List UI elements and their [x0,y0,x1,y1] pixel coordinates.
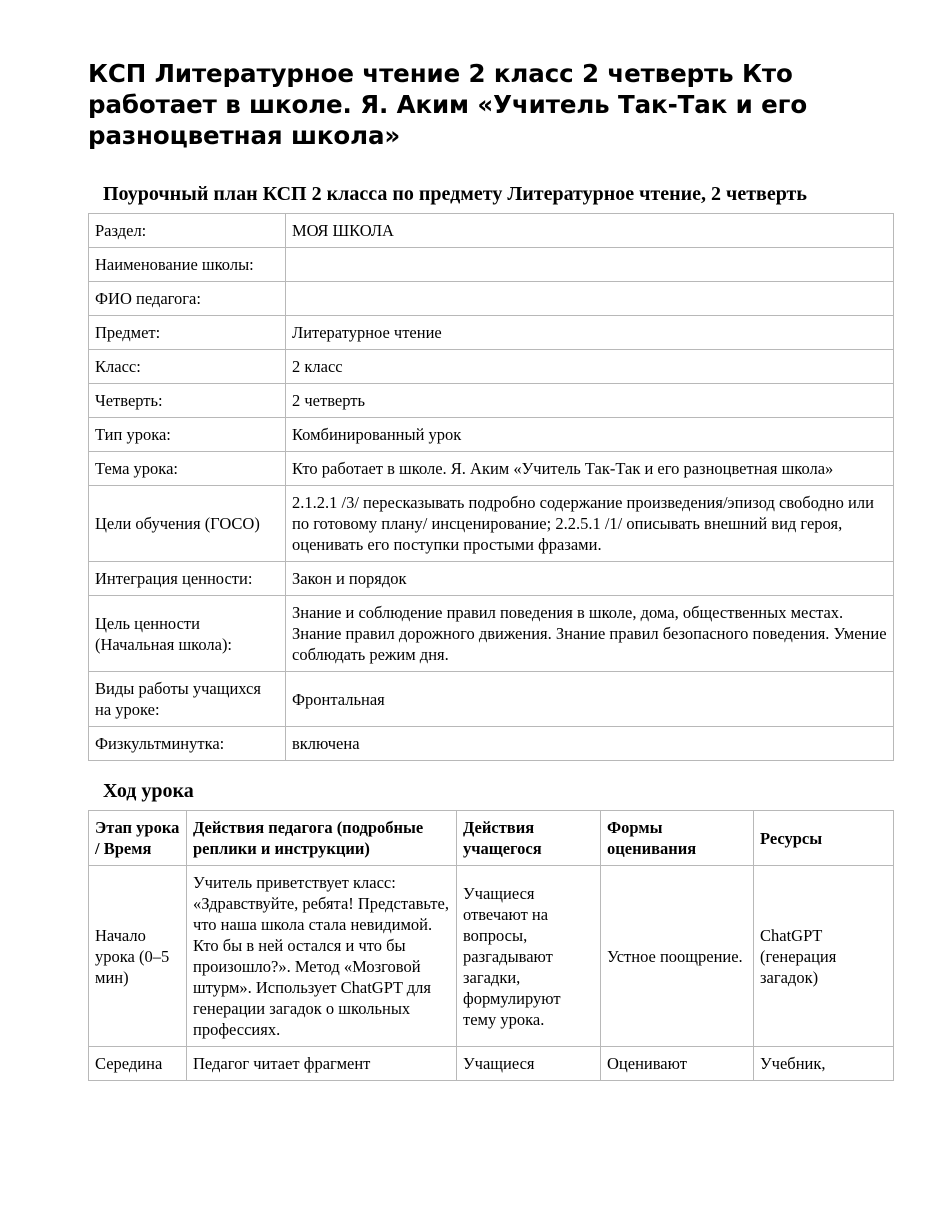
lesson-row [89,866,894,1047]
lesson-column-header: Действия учащегося [457,811,601,866]
info-value [286,248,894,282]
document-page [88,58,894,1081]
info-label: Наименование школы: [89,248,286,282]
info-label: ФИО педагога: [89,282,286,316]
info-row [89,316,894,350]
info-value: 2 класс [286,350,894,384]
lesson-cell: Учитель приветствует класс: «Здравствуйте, ребята! Представьте, что наша школа стала невидимой. Кто бы в ней остался и что бы произошло?». Метод «Мозговой штурм». Использует ChatGPT для генерации загадок о школьных профессиях. [187,866,457,1047]
plan-heading: Поурочный план КСП 2 класса по предмету Литературное чтение, 2 четверть [103,183,807,205]
info-row [89,727,894,761]
info-label: Предмет: [89,316,286,350]
lesson-column-header: Действия педагога (подробные реплики и инструкции) [187,811,457,866]
lesson-info-table [88,213,894,761]
lesson-cell: Педагог читает фрагмент [187,1047,457,1081]
info-value [286,282,894,316]
info-label: Тема урока: [89,452,286,486]
lesson-cell: Начало урока (0–5 мин) [89,866,187,1047]
info-value: 2 четверть [286,384,894,418]
lesson-cell: Устное поощрение. [601,866,754,1047]
lesson-cell: Учащиеся [457,1047,601,1081]
info-label: Цели обучения (ГОСО) [89,486,286,562]
document-title: КСП Литературное чтение 2 класс 2 четверть Кто работает в школе. Я. Аким «Учитель Так-Так и его разноцветная школа» [88,59,808,150]
lesson-header-row [89,811,894,866]
info-value: включена [286,727,894,761]
info-value: МОЯ ШКОЛА [286,214,894,248]
lesson-row [89,1047,894,1081]
info-row [89,486,894,562]
info-row [89,350,894,384]
info-label: Раздел: [89,214,286,248]
lesson-cell: ChatGPT (генерация загадок) [754,866,894,1047]
info-value: Закон и порядок [286,562,894,596]
info-value: Комбинированный урок [286,418,894,452]
info-value: Фронтальная [286,672,894,727]
lesson-column-header: Ресурсы [754,811,894,866]
info-label: Четверть: [89,384,286,418]
info-label: Физкультминутка: [89,727,286,761]
lesson-progress-table [88,810,894,1081]
lesson-cell: Середина [89,1047,187,1081]
info-label: Интеграция ценности: [89,562,286,596]
info-label: Тип урока: [89,418,286,452]
lesson-heading: Ход урока [103,780,194,802]
lesson-cell: Оценивают [601,1047,754,1081]
info-value: Кто работает в школе. Я. Аким «Учитель Так-Так и его разноцветная школа» [286,452,894,486]
info-row [89,562,894,596]
info-row [89,596,894,672]
info-row [89,452,894,486]
info-row [89,214,894,248]
info-value: 2.1.2.1 /3/ пересказывать подробно содержание произведения/эпизод свободно или по готовому плану/ инсценирование; 2.2.5.1 /1/ описывать внешний вид героя, оценивать его поступки простыми фразами. [286,486,894,562]
info-label: Класс: [89,350,286,384]
info-row [89,418,894,452]
info-row [89,672,894,727]
info-value: Знание и соблюдение правил поведения в школе, дома, общественных местах. Знание правил дорожного движения. Знание правил безопасного поведения. Умение соблюдать режим дня. [286,596,894,672]
info-label: Виды работы учащихся на уроке: [89,672,286,727]
lesson-cell: Учащиеся отвечают на вопросы, разгадывают загадки, формулируют тему урока. [457,866,601,1047]
info-row [89,282,894,316]
info-row [89,248,894,282]
info-label: Цель ценности (Начальная школа): [89,596,286,672]
lesson-cell: Учебник, [754,1047,894,1081]
info-value: Литературное чтение [286,316,894,350]
info-row [89,384,894,418]
lesson-column-header: Формы оценивания [601,811,754,866]
lesson-column-header: Этап урока / Время [89,811,187,866]
